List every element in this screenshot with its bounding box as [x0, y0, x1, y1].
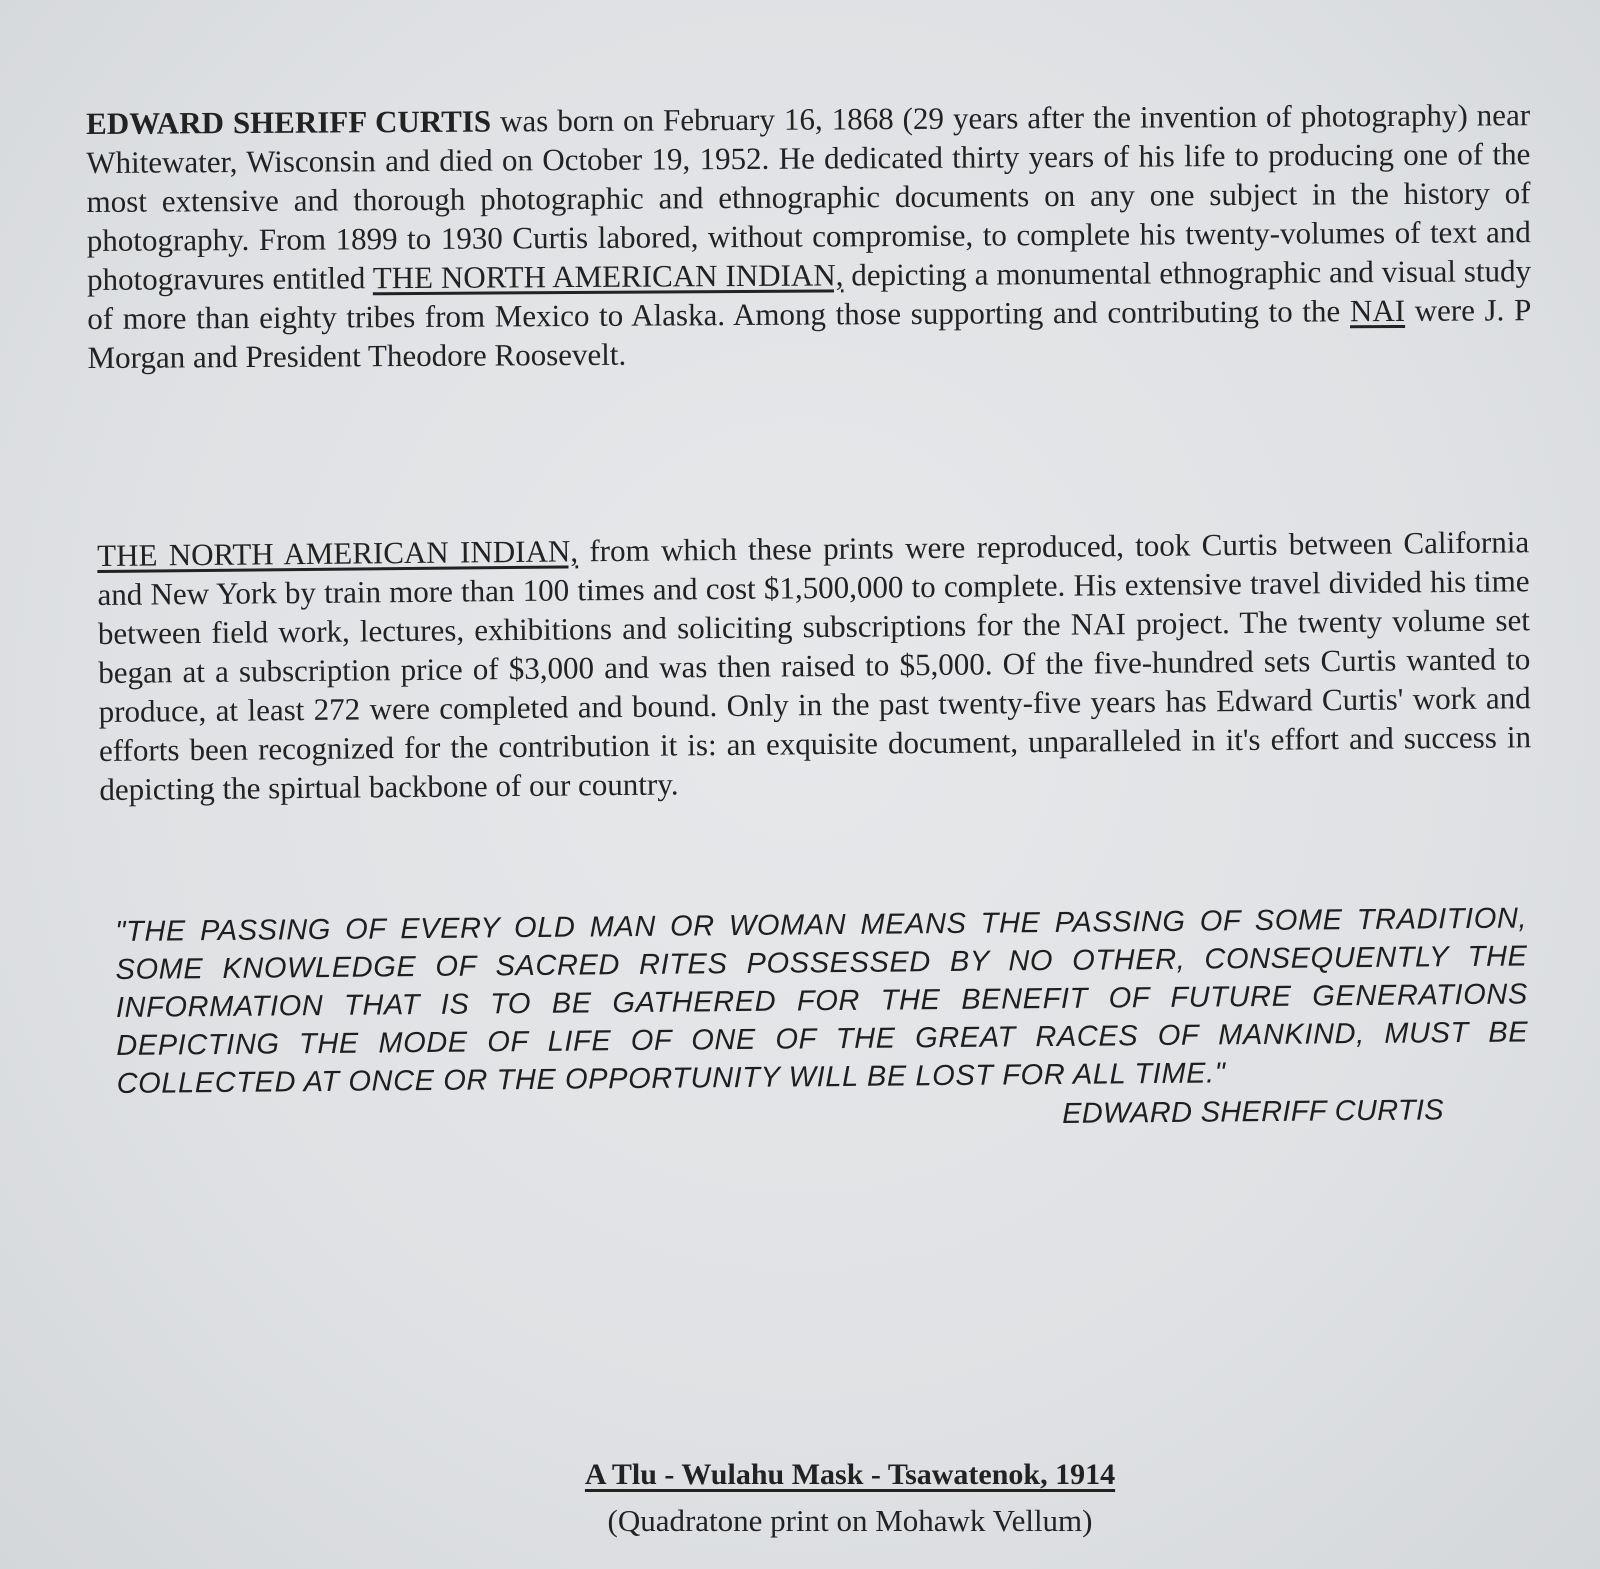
biography-text-part-3: were J. P Morgan and President Theodore Roosevelt.: [87, 292, 1532, 375]
curtis-quote: "THE PASSING OF EVERY OLD MAN OR WOMAN MEANS THE PASSING OF SOME TRADITION, SOME KNOWLEDGE OF SACRED RITES POSSESSED BY NO OTHER, CONSEQUENTLY THE INFORMATION THAT IS TO BE GATHERED FOR THE BENEFIT OF FUTURE GENERATIONS DEPICTING THE MODE OF LIFE OF ONE OF THE GREAT RACES OF MANKIND, MUST BE COLLECTED AT ONCE OR THE OPPORTUNITY WILL BE LOST FOR ALL TIME.": [115, 902, 1529, 1100]
work-title: THE NORTH AMERICAN INDIAN,: [372, 257, 844, 296]
project-work-title: THE NORTH AMERICAN INDIAN,: [97, 533, 579, 573]
quote-attribution: EDWARD SHERIFF CURTIS: [1062, 1094, 1445, 1130]
project-text: from which these prints were reproduced, took Curtis between California and New York by train more than 100 times and cost $1,500,000 to complete. His extensive travel divided his time between field work, lectures, exhibitions and soliciting subscriptions for the NAI project. The twenty volume set began at a subscription price of $3,000 and was then raised to $5,000. Of the five-hundred sets Curtis wanted to produce, at least 272 were completed and bound. Only in the past twenty-five years has Edward Curtis' work and efforts been recognized for the contribution it is: an exquisite document, unparalleled in it's effort and success in depicting the spirtual backbone of our country.: [97, 524, 1532, 807]
subject-name: EDWARD SHERIFF CURTIS: [86, 103, 492, 141]
print-caption-title: [0, 1458, 1600, 1492]
print-caption-subtitle: (Quadratone print on Mohawk Vellum): [607, 1503, 1093, 1538]
biography-text-part-2: depicting a monumental ethnographic and visual study of more than eighty tribes from Mexico to Alaska. Among those supporting and contributing to the: [87, 253, 1532, 336]
project-paragraph: [97, 522, 1532, 809]
biography-text-part-1: was born on February 16, 1868 (29 years after the invention of photography) near Whitewater, Wisconsin and died on October 19, 1952. He dedicated thirty years of his life to producing one of the most extensive and thorough photographic and ethnographic documents on any one subject in the history of photography. From 1899 to 1930 Curtis labored, without compromise, to complete his twenty-volumes of text and photogravures entitled: [86, 97, 1531, 297]
nai-abbreviation: NAI: [1349, 292, 1406, 329]
print-caption-title-text: A Tlu - Wulahu Mask - Tsawatenok, 1914: [584, 1458, 1116, 1491]
biography-paragraph: [86, 95, 1532, 377]
